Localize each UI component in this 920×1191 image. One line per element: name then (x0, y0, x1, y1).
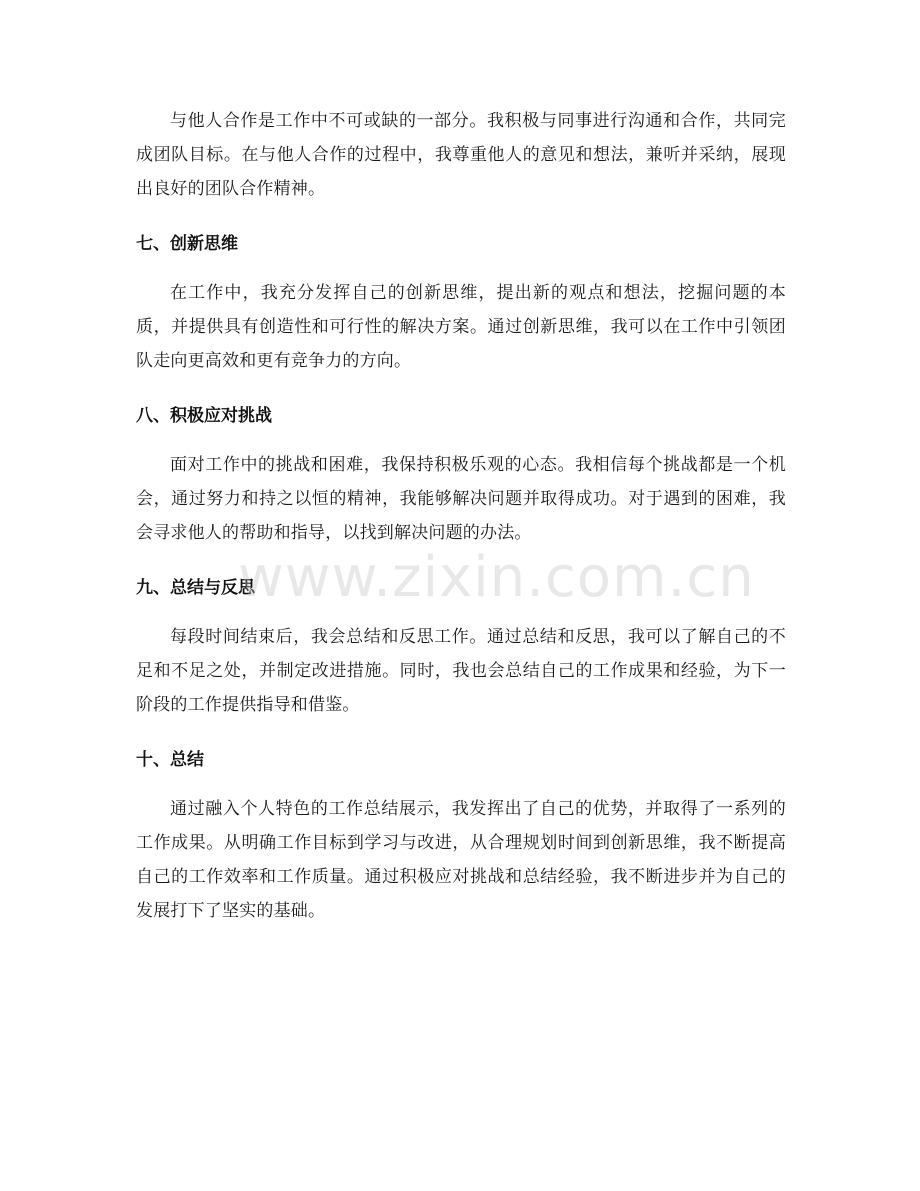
section-paragraph-reflection: 每段时间结束后，我会总结和反思工作。通过总结和反思，我可以了解自己的不足和不足之处，并制定改进措施。同时，我也会总结自己的工作成果和经验，为下一阶段的工作提供指导和借鉴。 (136, 627, 786, 715)
watermark: www.zixin.com.cn (238, 545, 755, 610)
section-paragraph-challenges: 面对工作中的挑战和困难，我保持积极乐观的心态。我相信每个挑战都是一个机会，通过努力和持之以恒的精神，我能够解决问题并取得成功。对于遇到的困难，我会寻求他人的帮助和指导，以找到解决问题的办法。 (136, 455, 786, 543)
section-heading-innovation: 七、创新思维 (136, 234, 238, 254)
section-heading-reflection: 九、总结与反思 (136, 578, 255, 598)
section-heading-challenges: 八、积极应对挑战 (136, 406, 272, 426)
intro-paragraph: 与他人合作是工作中不可或缺的一部分。我积极与同事进行沟通和合作，共同完成团队目标。在与他人合作的过程中，我尊重他人的意见和想法，兼听并采纳，展现出良好的团队合作精神。 (136, 111, 786, 199)
section-paragraph-innovation: 在工作中，我充分发挥自己的创新思维，提出新的观点和想法，挖掘问题的本质，并提供具有创造性和可行性的解决方案。通过创新思维，我可以在工作中引领团队走向更高效和更有竞争力的方向。 (136, 283, 786, 371)
section-heading-summary: 十、总结 (136, 750, 204, 770)
section-paragraph-summary: 通过融入个人特色的工作总结展示，我发挥出了自己的优势，并取得了一系列的工作成果。从明确工作目标到学习与改进，从合理规划时间到创新思维，我不断提高自己的工作效率和工作质量。通过积极应对挑战和总结经验，我不断进步并为自己的发展打下了坚实的基础。 (136, 799, 786, 921)
document-body (136, 104, 786, 928)
